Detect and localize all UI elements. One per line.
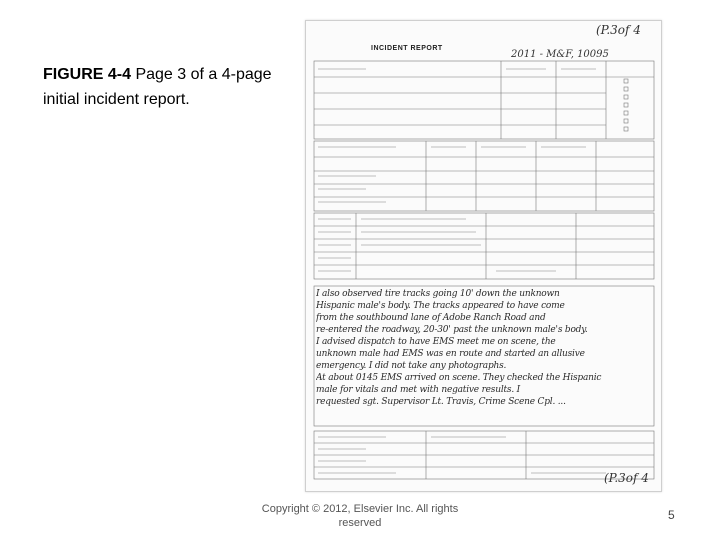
narrative-line: requested sgt. Supervisor Lt. Travis, Crime Scene Cpl. ... bbox=[316, 397, 566, 407]
form-title: INCIDENT REPORT bbox=[371, 45, 443, 52]
narrative-line: Hispanic male's body. The tracks appeared to have come bbox=[316, 301, 565, 311]
form-grid-lines bbox=[306, 21, 661, 491]
narrative-line: re-entered the roadway, 20-30' past the unknown male's body. bbox=[316, 325, 588, 335]
narrative-line: male for vitals and met with negative results. I bbox=[316, 385, 521, 395]
narrative-line: emergency. I did not take any photographs. bbox=[316, 361, 507, 371]
narrative-line: from the southbound lane of Adobe Ranch Road and bbox=[316, 313, 546, 323]
narrative-line: unknown male had EMS was en route and started an allusive bbox=[316, 349, 585, 359]
narrative-line: I also observed tire tracks going 10' down the unknown bbox=[316, 289, 560, 299]
slide-page-number: 5 bbox=[668, 508, 675, 522]
narrative-line: I advised dispatch to have EMS meet me on scene, the bbox=[316, 337, 556, 347]
figure-label: FIGURE 4-4 bbox=[43, 66, 132, 83]
case-number: 2011 - M&F, 10095 bbox=[511, 49, 609, 60]
page-mark-top: (P.3of 4 bbox=[596, 23, 641, 37]
figure-caption-text: Page 3 of a 4-page initial incident report. bbox=[43, 66, 272, 108]
narrative-line: At about 0145 EMS arrived on scene. They checked the Hispanic bbox=[316, 373, 602, 383]
copyright-notice: Copyright © 2012, Elsevier Inc. All rights reserved bbox=[261, 503, 459, 529]
incident-report-scan bbox=[305, 20, 662, 492]
page-mark-bottom: (P.3of 4 bbox=[604, 471, 649, 485]
figure-caption bbox=[43, 62, 283, 112]
